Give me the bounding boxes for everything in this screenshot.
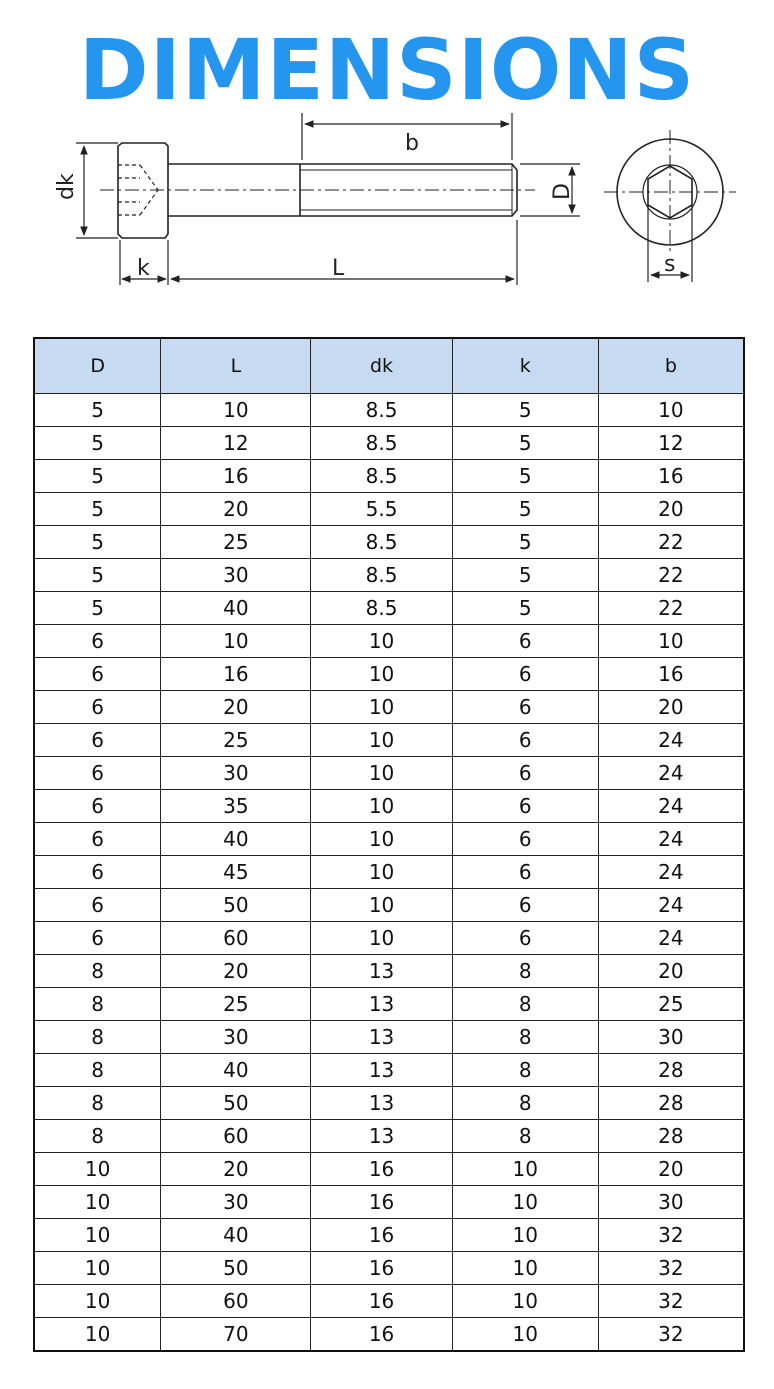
table-cell-l: 70 xyxy=(161,1318,311,1352)
table-cell-l: 20 xyxy=(161,1153,311,1186)
table-cell-k: 6 xyxy=(452,724,598,757)
table-cell-l: 25 xyxy=(161,988,311,1021)
table-cell-l: 20 xyxy=(161,955,311,988)
table-cell-dk: 8.5 xyxy=(311,394,452,427)
table-row xyxy=(34,757,744,790)
table-row xyxy=(34,559,744,592)
table-cell-b: 32 xyxy=(598,1318,744,1352)
table-cell-b: 24 xyxy=(598,856,744,889)
table-cell-d: 6 xyxy=(34,790,161,823)
table-cell-d: 8 xyxy=(34,1054,161,1087)
table-row xyxy=(34,691,744,724)
table-cell-l: 50 xyxy=(161,1087,311,1120)
table-cell-d: 5 xyxy=(34,493,161,526)
table-cell-b: 20 xyxy=(598,691,744,724)
table-row xyxy=(34,394,744,427)
table-cell-b: 16 xyxy=(598,460,744,493)
table-cell-l: 20 xyxy=(161,493,311,526)
table-row xyxy=(34,922,744,955)
table-cell-dk: 13 xyxy=(311,988,452,1021)
table-cell-k: 5 xyxy=(452,460,598,493)
table-cell-b: 22 xyxy=(598,592,744,625)
table-row xyxy=(34,1087,744,1120)
table-cell-l: 30 xyxy=(161,1021,311,1054)
table-cell-dk: 10 xyxy=(311,724,452,757)
table-cell-l: 60 xyxy=(161,1120,311,1153)
table-cell-k: 5 xyxy=(452,427,598,460)
table-cell-dk: 10 xyxy=(311,625,452,658)
table-cell-dk: 16 xyxy=(311,1318,452,1352)
table-cell-b: 32 xyxy=(598,1252,744,1285)
table-cell-dk: 10 xyxy=(311,856,452,889)
header-L: L xyxy=(161,338,311,394)
table-cell-d: 10 xyxy=(34,1186,161,1219)
table-cell-b: 24 xyxy=(598,724,744,757)
table-cell-dk: 13 xyxy=(311,1120,452,1153)
table-cell-k: 8 xyxy=(452,1120,598,1153)
table-cell-k: 6 xyxy=(452,856,598,889)
table-cell-dk: 13 xyxy=(311,1087,452,1120)
label-dk: dk xyxy=(54,173,79,200)
table-body xyxy=(34,394,744,1352)
table-cell-b: 20 xyxy=(598,955,744,988)
table-cell-l: 10 xyxy=(161,625,311,658)
table-cell-k: 10 xyxy=(452,1186,598,1219)
table-cell-d: 10 xyxy=(34,1153,161,1186)
table-cell-d: 5 xyxy=(34,427,161,460)
table-row xyxy=(34,1252,744,1285)
table-cell-b: 16 xyxy=(598,658,744,691)
table-cell-k: 10 xyxy=(452,1252,598,1285)
table-cell-b: 28 xyxy=(598,1120,744,1153)
table-cell-dk: 10 xyxy=(311,658,452,691)
table-row xyxy=(34,493,744,526)
table-cell-l: 35 xyxy=(161,790,311,823)
table-cell-d: 8 xyxy=(34,1087,161,1120)
table-cell-k: 8 xyxy=(452,988,598,1021)
table-cell-d: 6 xyxy=(34,724,161,757)
table-cell-l: 20 xyxy=(161,691,311,724)
table-cell-b: 24 xyxy=(598,889,744,922)
table-cell-b: 30 xyxy=(598,1021,744,1054)
table-row xyxy=(34,988,744,1021)
header-dk: dk xyxy=(311,338,452,394)
table-row xyxy=(34,526,744,559)
table-row xyxy=(34,790,744,823)
table-cell-b: 24 xyxy=(598,757,744,790)
table-cell-b: 25 xyxy=(598,988,744,1021)
table-cell-k: 5 xyxy=(452,559,598,592)
table-cell-dk: 13 xyxy=(311,1054,452,1087)
table-cell-b: 20 xyxy=(598,1153,744,1186)
table-cell-dk: 16 xyxy=(311,1219,452,1252)
table-cell-d: 8 xyxy=(34,955,161,988)
label-b: b xyxy=(405,131,419,156)
table-cell-d: 5 xyxy=(34,460,161,493)
table-cell-k: 6 xyxy=(452,889,598,922)
table-cell-b: 24 xyxy=(598,922,744,955)
screw-side-view xyxy=(100,143,535,238)
label-s: s xyxy=(664,252,676,277)
table-row xyxy=(34,1219,744,1252)
table-cell-l: 10 xyxy=(161,394,311,427)
table-cell-b: 28 xyxy=(598,1087,744,1120)
table-row xyxy=(34,625,744,658)
table-cell-l: 12 xyxy=(161,427,311,460)
table-row xyxy=(34,1285,744,1318)
table-cell-l: 16 xyxy=(161,460,311,493)
header-b: b xyxy=(598,338,744,394)
table-cell-d: 8 xyxy=(34,988,161,1021)
table-cell-dk: 10 xyxy=(311,889,452,922)
table-cell-l: 30 xyxy=(161,559,311,592)
table-cell-dk: 8.5 xyxy=(311,559,452,592)
table-cell-l: 30 xyxy=(161,757,311,790)
table-cell-b: 20 xyxy=(598,493,744,526)
table-cell-l: 60 xyxy=(161,1285,311,1318)
table-cell-b: 24 xyxy=(598,823,744,856)
table-row xyxy=(34,1153,744,1186)
table-row xyxy=(34,1318,744,1352)
table-cell-dk: 10 xyxy=(311,922,452,955)
table-row xyxy=(34,427,744,460)
table-cell-b: 32 xyxy=(598,1285,744,1318)
table-cell-k: 10 xyxy=(452,1318,598,1352)
label-k: k xyxy=(137,256,150,281)
table-cell-l: 25 xyxy=(161,526,311,559)
table-cell-b: 22 xyxy=(598,559,744,592)
table-row xyxy=(34,955,744,988)
table-cell-b: 30 xyxy=(598,1186,744,1219)
table-cell-dk: 5.5 xyxy=(311,493,452,526)
table-cell-l: 50 xyxy=(161,889,311,922)
table-cell-dk: 10 xyxy=(311,790,452,823)
table-row xyxy=(34,1021,744,1054)
table-cell-b: 22 xyxy=(598,526,744,559)
table-cell-d: 8 xyxy=(34,1021,161,1054)
table-cell-dk: 13 xyxy=(311,1021,452,1054)
table-cell-k: 6 xyxy=(452,757,598,790)
table-cell-d: 5 xyxy=(34,394,161,427)
table-cell-k: 8 xyxy=(452,1054,598,1087)
table-cell-k: 10 xyxy=(452,1285,598,1318)
label-D: D xyxy=(550,183,575,200)
table-cell-dk: 16 xyxy=(311,1285,452,1318)
table-cell-dk: 8.5 xyxy=(311,460,452,493)
table-cell-d: 6 xyxy=(34,691,161,724)
page-title: DIMENSIONS xyxy=(78,21,696,119)
table-row xyxy=(34,592,744,625)
table-row xyxy=(34,856,744,889)
table-cell-b: 12 xyxy=(598,427,744,460)
table-cell-d: 10 xyxy=(34,1285,161,1318)
table-cell-d: 8 xyxy=(34,1120,161,1153)
table-cell-d: 6 xyxy=(34,658,161,691)
table-cell-k: 6 xyxy=(452,625,598,658)
table-cell-dk: 16 xyxy=(311,1153,452,1186)
table-cell-k: 6 xyxy=(452,922,598,955)
table-cell-b: 10 xyxy=(598,625,744,658)
table-row xyxy=(34,658,744,691)
table-cell-d: 5 xyxy=(34,592,161,625)
table-cell-dk: 8.5 xyxy=(311,427,452,460)
table-cell-d: 10 xyxy=(34,1318,161,1352)
table-cell-dk: 10 xyxy=(311,757,452,790)
table-row xyxy=(34,1054,744,1087)
table-cell-k: 10 xyxy=(452,1219,598,1252)
table-cell-k: 5 xyxy=(452,592,598,625)
table-cell-l: 40 xyxy=(161,1054,311,1087)
table-cell-l: 40 xyxy=(161,592,311,625)
table-cell-d: 6 xyxy=(34,625,161,658)
table-cell-l: 50 xyxy=(161,1252,311,1285)
label-L: L xyxy=(332,256,345,281)
table-cell-b: 24 xyxy=(598,790,744,823)
screw-drawing xyxy=(0,100,774,320)
table-cell-k: 5 xyxy=(452,526,598,559)
table-cell-b: 28 xyxy=(598,1054,744,1087)
table-cell-l: 40 xyxy=(161,823,311,856)
table-cell-k: 8 xyxy=(452,955,598,988)
table-cell-d: 5 xyxy=(34,526,161,559)
table-cell-d: 6 xyxy=(34,856,161,889)
table-cell-k: 6 xyxy=(452,691,598,724)
table-cell-l: 60 xyxy=(161,922,311,955)
dimensions-table xyxy=(33,337,745,1352)
table-cell-l: 25 xyxy=(161,724,311,757)
table-cell-dk: 8.5 xyxy=(311,592,452,625)
table-cell-k: 8 xyxy=(452,1087,598,1120)
table-row xyxy=(34,724,744,757)
table-cell-d: 10 xyxy=(34,1219,161,1252)
table-cell-l: 45 xyxy=(161,856,311,889)
table-cell-d: 6 xyxy=(34,922,161,955)
table-row xyxy=(34,1120,744,1153)
table-cell-dk: 10 xyxy=(311,823,452,856)
header-D: D xyxy=(34,338,161,394)
table-cell-d: 10 xyxy=(34,1252,161,1285)
table-cell-l: 16 xyxy=(161,658,311,691)
table-cell-k: 6 xyxy=(452,790,598,823)
table-cell-k: 6 xyxy=(452,823,598,856)
table-cell-k: 6 xyxy=(452,658,598,691)
table-row xyxy=(34,1186,744,1219)
table-cell-dk: 13 xyxy=(311,955,452,988)
table-cell-dk: 16 xyxy=(311,1252,452,1285)
table-cell-d: 5 xyxy=(34,559,161,592)
header-k: k xyxy=(452,338,598,394)
table-cell-dk: 8.5 xyxy=(311,526,452,559)
table-cell-l: 40 xyxy=(161,1219,311,1252)
table-cell-dk: 16 xyxy=(311,1186,452,1219)
table-cell-k: 5 xyxy=(452,394,598,427)
table-cell-d: 6 xyxy=(34,889,161,922)
dimension-lines xyxy=(76,113,580,285)
table-cell-b: 10 xyxy=(598,394,744,427)
table-header-row xyxy=(34,338,744,394)
table-cell-k: 10 xyxy=(452,1153,598,1186)
table-cell-dk: 10 xyxy=(311,691,452,724)
table-cell-b: 32 xyxy=(598,1219,744,1252)
table-cell-k: 5 xyxy=(452,493,598,526)
table-row xyxy=(34,460,744,493)
table-cell-d: 6 xyxy=(34,757,161,790)
table-row xyxy=(34,823,744,856)
table-cell-k: 8 xyxy=(452,1021,598,1054)
table-cell-d: 6 xyxy=(34,823,161,856)
table-row xyxy=(34,889,744,922)
table-cell-l: 30 xyxy=(161,1186,311,1219)
